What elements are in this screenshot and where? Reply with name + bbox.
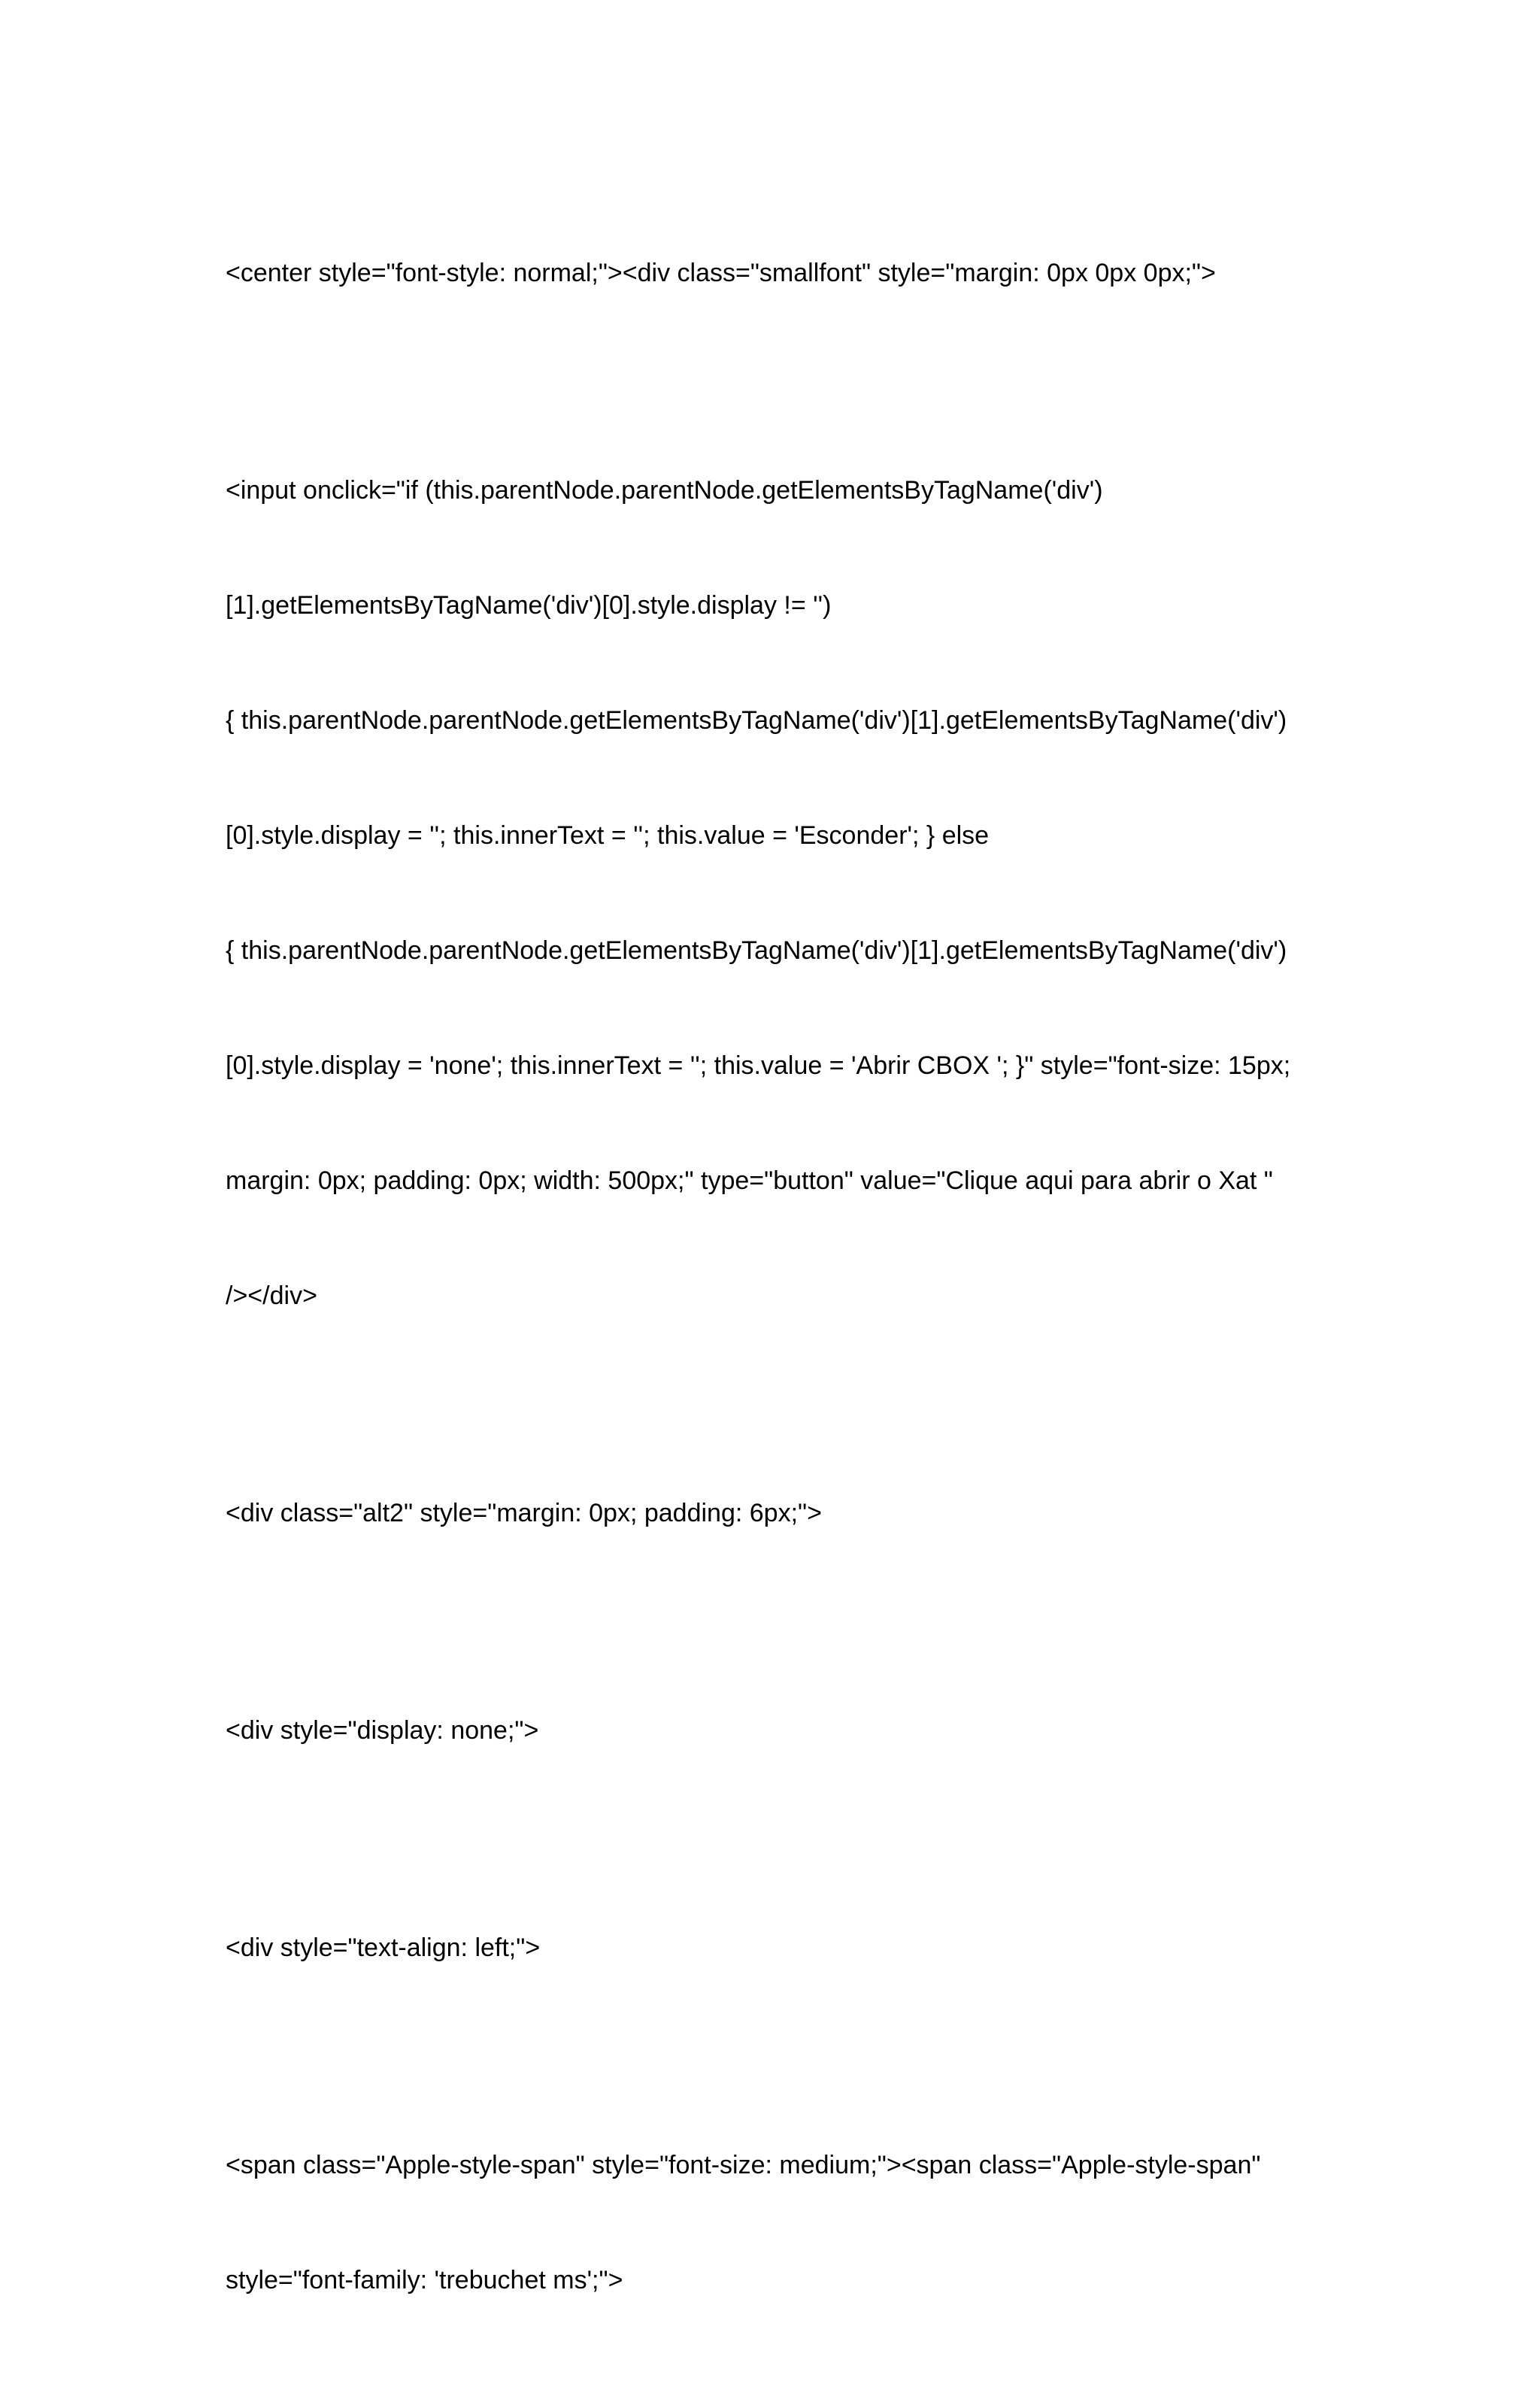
paragraph-input-tag [226, 395, 1314, 1392]
text-line: <input onclick="if (this.parentNode.parentNode.getElementsByTagName('div') [226, 476, 1103, 505]
text-line: <center style="font-style: normal;"><div class="smallfont" style="margin: 0px 0px 0px;"> [226, 259, 1216, 287]
paragraph-apple-style-span [226, 2070, 1314, 2376]
text-line: <div class="alt2" style="margin: 0px; padding: 6px;"> [226, 1499, 822, 1527]
text-line: { this.parentNode.parentNode.getElementsByTagName('div')[1].getElementsByTagName('div') [226, 936, 1287, 965]
paragraph-display-none-div [226, 1635, 1314, 1827]
text-line: <div style="text-align: left;"> [226, 1933, 541, 1962]
text-line: /></div> [226, 1281, 317, 1310]
document-body [226, 177, 1314, 2402]
text-line: <div style="display: none;"> [226, 1716, 539, 1745]
text-line: margin: 0px; padding: 0px; width: 500px;" type="button" value="Clique aqui para abrir o Xat " [226, 1166, 1273, 1195]
text-line: [0].style.display = 'none'; this.innerText = ''; this.value = 'Abrir CBOX '; }" style="font-size: 15px; [226, 1051, 1291, 1080]
paragraph-text-align-div [226, 1852, 1314, 2044]
text-line: <span class="Apple-style-span" style="font-size: medium;"><span class="Apple-style-span" [226, 2151, 1261, 2179]
text-line: style="font-family: 'trebuchet ms';"> [226, 2266, 623, 2294]
text-line: [1].getElementsByTagName('div')[0].style.display != '') [226, 591, 832, 620]
text-line: [0].style.display = ''; this.innerText = ''; this.value = 'Esconder'; } else [226, 821, 990, 850]
paragraph-alt2-div [226, 1418, 1314, 1609]
paragraph-center-tag [226, 177, 1314, 369]
text-line: { this.parentNode.parentNode.getElementsByTagName('div')[1].getElementsByTagName('div') [226, 706, 1287, 735]
